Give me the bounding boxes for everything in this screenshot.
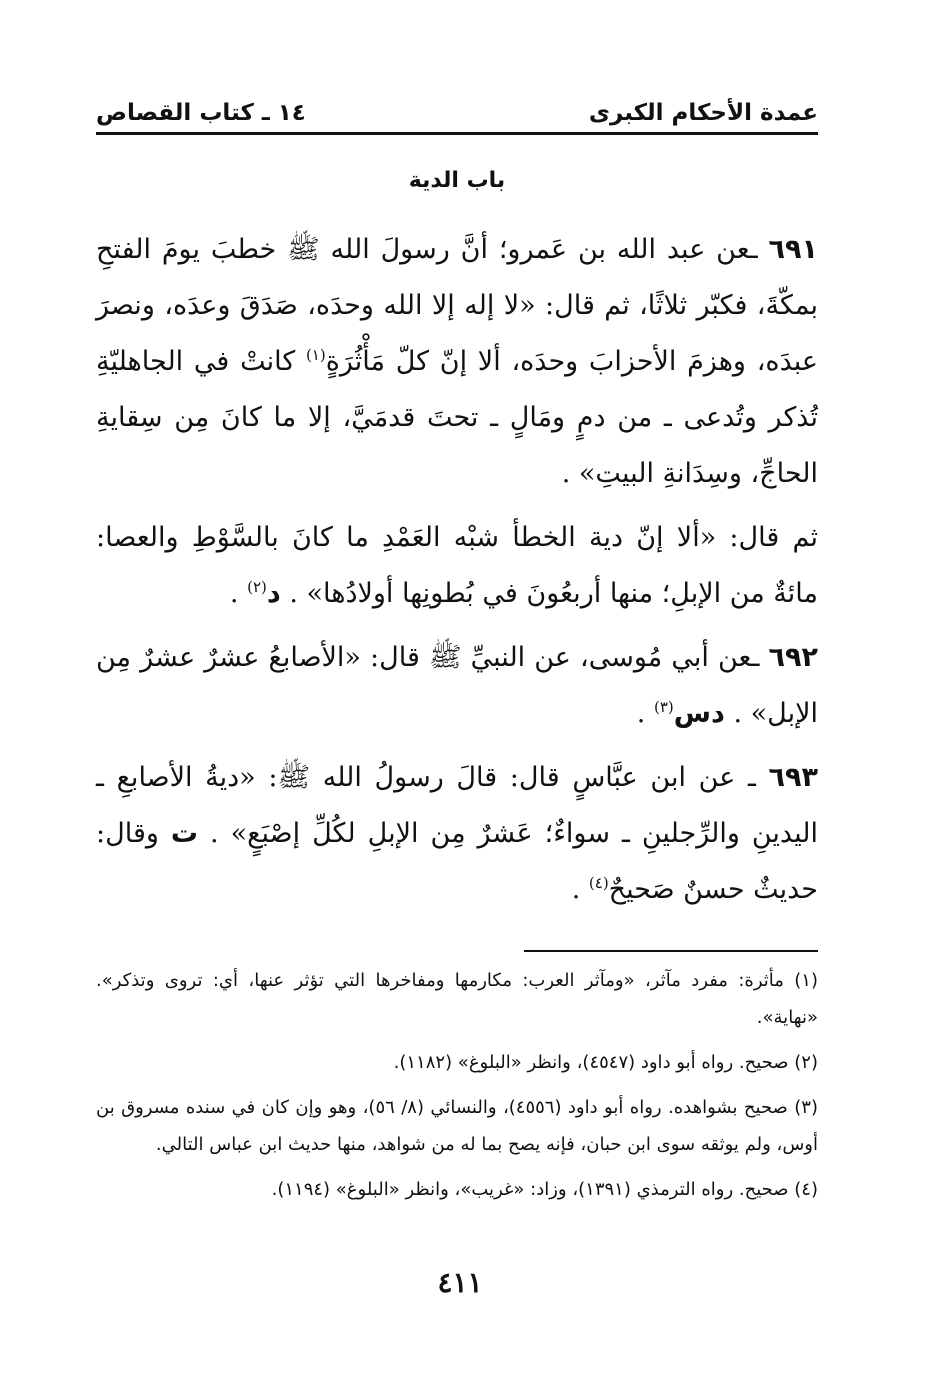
- hadith-text: ـ عن ابن عبَّاسٍ قال: قالَ رسولُ الله ﷺ: «ديةُ الأصابعِ ـ اليدينِ والرِّجلينِ ـ سواءٌ؛ عَشرٌ مِن الإبلِ لكُلِّ إصْبَعٍ» .: [96, 762, 818, 849]
- chapter-heading: ١٤ ـ كتاب القصاص: [96, 100, 306, 126]
- page-number: ٤١١: [437, 1266, 483, 1299]
- hadith-692: ٦٩٢ ـعن أبي مُوسى، عن النبيِّ ﷺ قال: «الأصابعُ عشرٌ عشرٌ مِن الإبل» . دس$^{(٣)}$ .: [96, 642, 818, 729]
- book-title: عمدة الأحكام الكبرى: [588, 100, 818, 126]
- hadith-number: ٦٩٢: [768, 642, 818, 673]
- source-abbrev: دس: [673, 698, 725, 729]
- footnote-4: (٤) صحيح. رواه الترمذي (١٣٩١)، وزاد: «غريب»، وانظر «البلوغ» (١١٩٤).: [271, 1179, 818, 1200]
- hadith-text: ـعن أبي مُوسى، عن النبيِّ ﷺ قال: «الأصابعُ عشرٌ عشرٌ مِن الإبل» .: [96, 642, 818, 729]
- footnotes: [96, 962, 818, 1216]
- source-abbrev: د: [266, 578, 281, 609]
- hadith-grade: وقال: حديثٌ حسنٌ صَحيحٌ: [96, 818, 818, 905]
- footnote-ref: (١): [305, 346, 326, 364]
- hadith-691-cont: ثم قال: «ألا إنّ دية الخطأ شبْه العَمْدِ ما كانَ بالسَّوْطِ والعصا: مائةٌ من الإبلِ؛ منها أربعُونَ في بُطونِها أولادُها» . د$^{(٢)}$ .: [96, 522, 818, 609]
- footnote-ref: (٤): [588, 874, 609, 892]
- source-abbrev: ت: [170, 818, 199, 849]
- main-text: [96, 222, 818, 926]
- hadith-693: ٦٩٣ ـ عن ابن عبَّاسٍ قال: قالَ رسولُ الله ﷺ: «ديةُ الأصابعِ ـ اليدينِ والرِّجلينِ ـ سواءٌ؛ عَشرٌ مِن الإبلِ لكُلِّ إصْبَعٍ» . ت وقال: حديثٌ حسنٌ صَحيحٌ$^{(٤)}$ .: [96, 762, 818, 905]
- footnote-2: (٢) صحيح. رواه أبو داود (٤٥٤٧)، وانظر «البلوغ» (١١٨٢).: [393, 1052, 818, 1073]
- footnote-ref: (٣): [653, 698, 674, 716]
- hadith-number: ٦٩٣: [768, 762, 818, 793]
- hadith-text-cont: كانتْ في الجاهليّةِ تُذكر وتُدعى ـ من دمٍ ومَالٍ ـ تحتَ قدمَيَّ، إلا ما كانَ مِن سِقايةِ الحاجِّ، وسِدَانةِ البيتِ» .: [96, 346, 818, 489]
- footnote-1: (١) مأثرة: مفرد مآثر، «ومآثر العرب: مكارمها ومفاخرها التي تؤثر عنها، أي: تروى وتذكر». «نهاية».: [96, 970, 818, 1028]
- footnote-ref: (٢): [247, 578, 267, 596]
- hadith-text: ثم قال: «ألا إنّ دية الخطأ شبْه العَمْدِ ما كانَ بالسَّوْطِ والعصا: مائةٌ من الإبلِ؛ منها أربعُونَ في بُطونِها أولادُها» .: [96, 522, 818, 609]
- header-rule: [96, 132, 818, 135]
- section-title: باب الدية: [408, 168, 506, 193]
- hadith-691: [96, 222, 818, 502]
- running-header: [96, 96, 818, 130]
- footnote-rule: [524, 950, 818, 952]
- hadith-number: ٦٩١: [768, 234, 818, 265]
- hadith-text: ـعن عبد الله بن عَمرو؛ أنَّ رسولَ الله ﷺ خطبَ يومَ الفتحِ بمكّةَ، فكبّر ثلاثًا، ثم قال: «لا إله إلا الله وحدَه، صَدَقَ وعدَه، ونصرَ عبدَه، وهزمَ الأحزابَ وحدَه، ألا إنّ كلّ مَأْثُرَةٍ: [96, 234, 818, 377]
- footnote-3: (٣) صحيح بشواهده. رواه أبو داود (٤٥٥٦)، والنسائي (٨/ ٥٦)، وهو وإن كان في سنده مسروق بن أوس، ولم يوثقه سوى ابن حبان، فإنه يصح بما له من شواهد، منها حديث ابن عباس التالي.: [96, 1097, 818, 1155]
